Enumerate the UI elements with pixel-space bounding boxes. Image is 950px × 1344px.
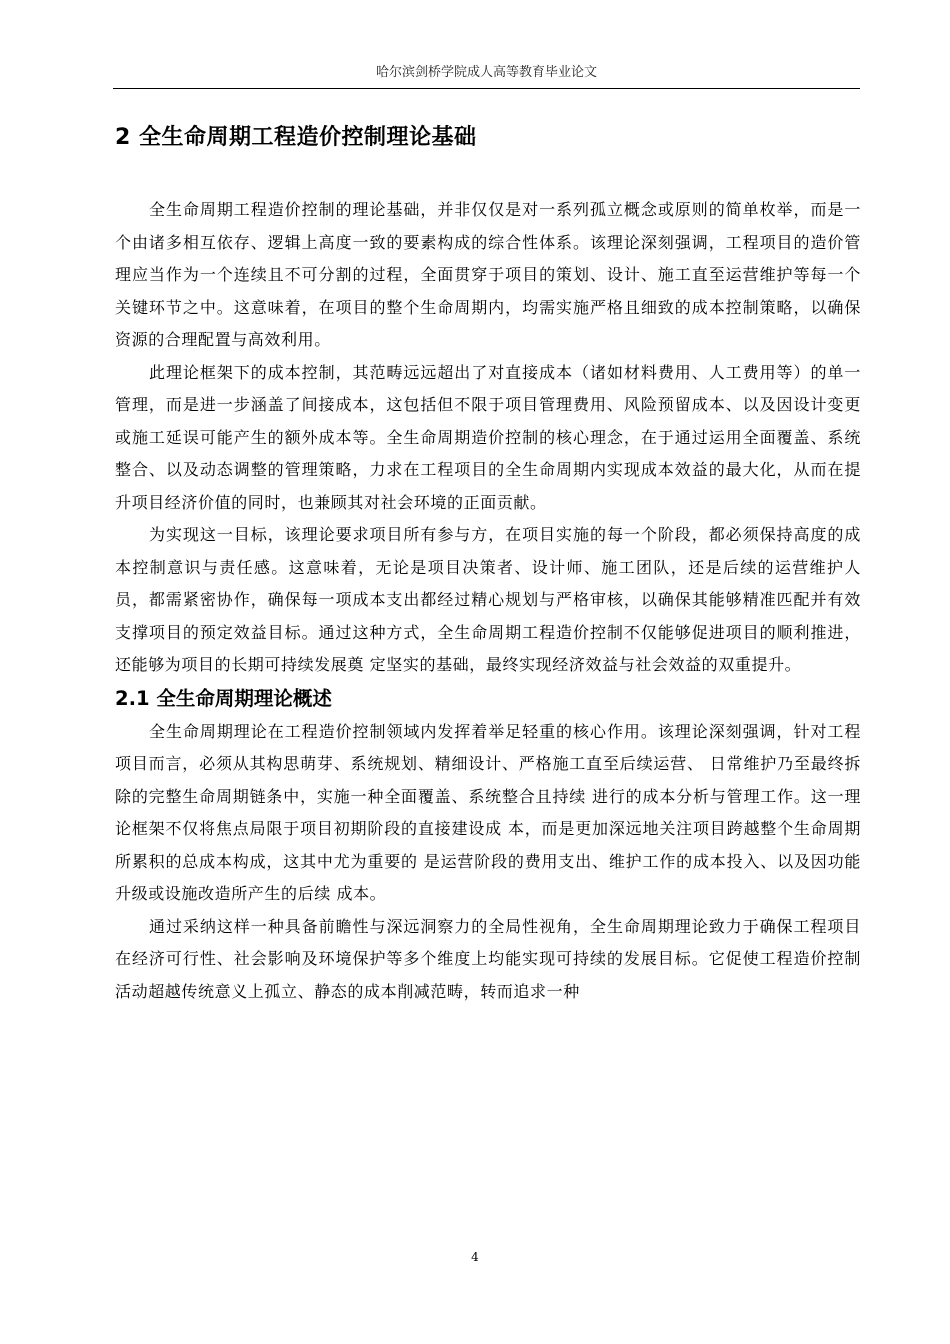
chapter-title: 2 全生命周期工程造价控制理论基础 bbox=[115, 125, 477, 150]
section-title: 2.1 全生命周期理论概述 bbox=[115, 686, 332, 710]
page-body bbox=[115, 118, 861, 1008]
section-paragraph-2: 通过采纳这样一种具备前瞻性与深远洞察力的全局性视角，全生命周期理论致力于确保工程项目在经济可行性、社会影响及环境保护等多个维度上均能实现可持续的发展目标。它促使工程造价控制活动超越传统意义上孤立、静态的成本削减范畴，转而追求一种 bbox=[115, 916, 861, 1001]
chapter-paragraph-1: 全生命周期工程造价控制的理论基础，并非仅仅是对一系列孤立概念或原则的简单枚举，而是一个由诸多相互依存、逻辑上高度一致的要素构成的综合性体系。该理论深刻强调，工程项目的造价管理应当作为一个连续且不可分割的过程，全面贯穿于项目的策划、设计、施工直至运营维护等每一个关键环节之中。这意味着，在项目的整个生命周期内，均需实施严格且细致的成本控制策略，以确保资源的合理配置与高效利用。 bbox=[115, 200, 861, 349]
chapter-paragraph-2: 此理论框架下的成本控制，其范畴远远超出了对直接成本（诸如材料费用、人工费用等）的单一管理，而是进一步涵盖了间接成本，这包括但不限于项目管理费用、风险预留成本、以及因设计变更或施工延误可能产生的额外成本等。全生命周期造价控制的核心理念，在于通过运用全面覆盖、系统整合、以及动态调整的管理策略，力求在工程项目的全生命周期内实现成本效益的最大化，从而在提升项目经济价值的同时，也兼顾其对社会环境的正面贡献。 bbox=[115, 362, 861, 512]
running-header: 哈尔滨剑桥学院成人高等教育毕业论文 bbox=[375, 65, 597, 80]
header-divider bbox=[113, 88, 860, 89]
chapter-paragraph-3: 为实现这一目标，该理论要求项目所有参与方，在项目实施的每一个阶段，都必须保持高度的成本控制意识与责任感。这意味着，无论是项目决策者、设计师、施工团队，还是后续的运营维护人员，都需紧密协作，确保每一项成本支出都经过精心规划与严格审核，以确保其能够精准匹配并有效支撑项目的预定效益目标。通过这种方式，全生命周期工程造价控制不仅能够促进项目的顺利推进，还能够为项目的长期可持续发展奠 定坚实的基础，最终实现经济效益与社会效益的双重提升。 bbox=[115, 525, 861, 674]
page-number: 4 bbox=[471, 1250, 479, 1264]
section-paragraph-1: 全生命周期理论在工程造价控制领域内发挥着举足轻重的核心作用。该理论深刻强调，针对工程项目而言，必须从其构思萌芽、系统规划、精细设计、严格施工直至后续运营、 日常维护乃至最终拆除的完整生命周期链条中，实施一种全面覆盖、系统整合且持续 进行的成本分析与管理工作。这一理论框架不仅将焦点局限于项目初期阶段的直接建设成 本，而是更加深远地关注项目跨越整个生命周期所累积的总成本构成，这其中尤为重要的 是运营阶段的费用支出、维护工作的成本投入、以及因功能升级或设施改造所产生的后续 成本。 bbox=[115, 721, 861, 903]
